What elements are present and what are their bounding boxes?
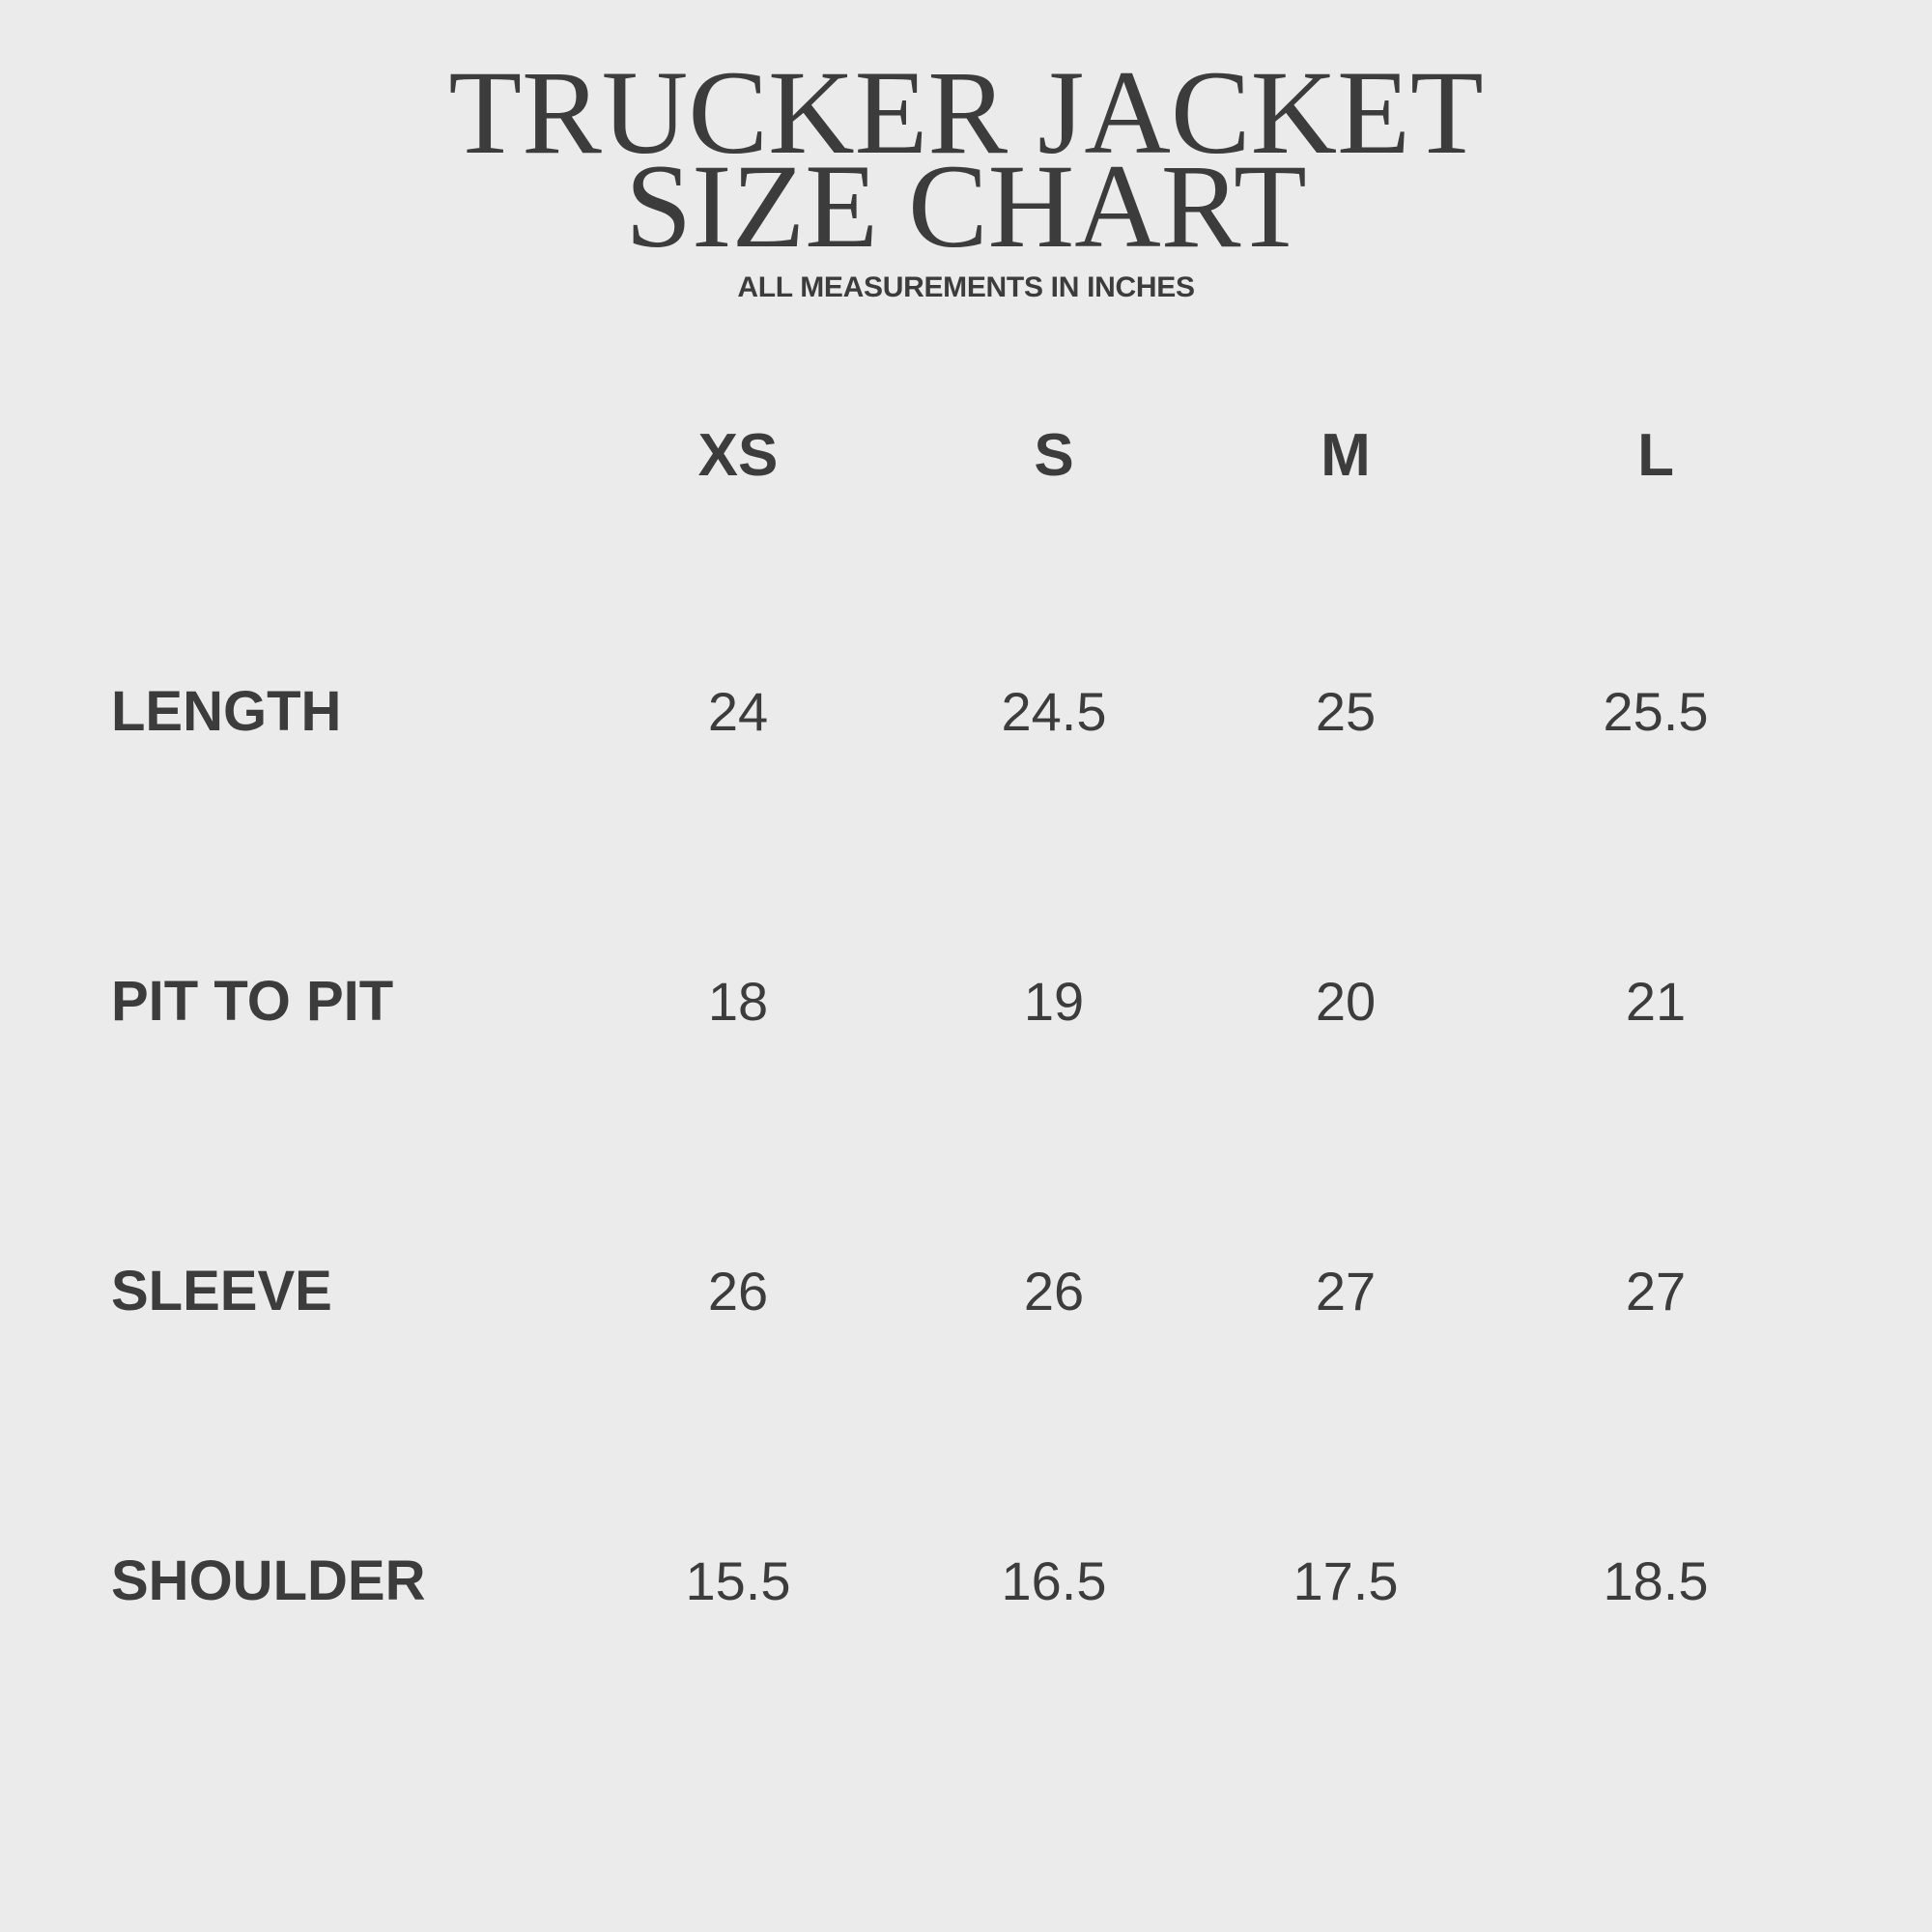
length-s-value: 24.5	[1001, 681, 1107, 742]
size-header-row	[0, 417, 1832, 495]
column-header-s: S	[1034, 422, 1074, 489]
page-title-line-2: SIZE CHART	[625, 140, 1307, 272]
column-header-xs: XS	[697, 422, 779, 489]
table-row-pit-to-pit	[0, 963, 1832, 1040]
pit-to-pit-xs-value: 18	[707, 971, 769, 1032]
length-l-value: 25.5	[1603, 681, 1709, 742]
corner-spacer-cell	[0, 417, 580, 495]
sleeve-xs-value: 26	[707, 1261, 769, 1321]
page-title-line-1: TRUCKER JACKET	[448, 46, 1484, 179]
length-xs-value: 24	[707, 681, 769, 742]
shoulder-m-value: 17.5	[1293, 1550, 1399, 1611]
sleeve-s-value: 26	[1023, 1261, 1085, 1321]
measurement-unit-note: ALL MEASUREMENTS IN INCHES	[737, 271, 1195, 303]
sleeve-m-value: 27	[1315, 1261, 1377, 1321]
pit-to-pit-m-value: 20	[1315, 971, 1377, 1032]
shoulder-l-value: 18.5	[1603, 1550, 1709, 1611]
sleeve-l-value: 27	[1625, 1261, 1687, 1321]
column-header-l: L	[1637, 422, 1674, 489]
table-row-shoulder	[0, 1543, 1832, 1620]
pit-to-pit-l-value: 21	[1625, 971, 1687, 1032]
row-label-length: LENGTH	[111, 680, 342, 743]
shoulder-xs-value: 15.5	[685, 1550, 791, 1611]
table-row-sleeve	[0, 1253, 1832, 1330]
pit-to-pit-s-value: 19	[1023, 971, 1085, 1032]
row-label-shoulder: SHOULDER	[111, 1549, 426, 1612]
column-header-m: M	[1321, 422, 1371, 489]
row-label-sleeve: SLEEVE	[111, 1260, 332, 1322]
length-m-value: 25	[1315, 681, 1377, 742]
page-title	[0, 46, 1932, 272]
table-row-length	[0, 673, 1832, 751]
row-label-pit-to-pit: PIT TO PIT	[111, 970, 394, 1033]
shoulder-s-value: 16.5	[1001, 1550, 1107, 1611]
